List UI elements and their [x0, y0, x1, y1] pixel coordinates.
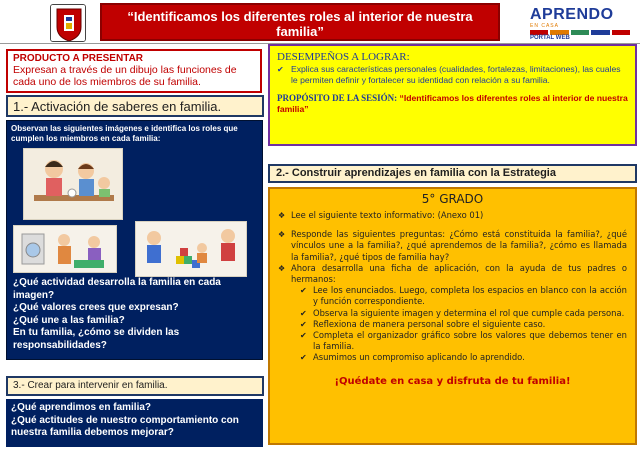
desempenos-box: [268, 44, 637, 146]
check-icon: ✔: [300, 286, 307, 296]
family-illustration-1: [23, 148, 123, 220]
section3-panel: [6, 399, 263, 447]
producto-title: PRODUCTO A PRESENTAR: [13, 53, 144, 64]
diamond-bullet-icon: ❖: [278, 211, 286, 220]
check-icon: ✔: [300, 331, 307, 341]
check-icon: ✔: [277, 65, 284, 74]
school-crest-icon: [50, 4, 86, 42]
section1-questions: [13, 277, 261, 352]
logo-main-text: APRENDO: [530, 6, 614, 23]
logo-web-text: PORTAL WEB: [530, 35, 570, 41]
aprendo-en-casa-logo: [530, 6, 630, 42]
proposito: [277, 93, 628, 115]
activity-item: ❖ Ahora desarrolla una ficha de aplicación, con la ayuda de tus padres o hermanos:: [278, 262, 627, 285]
activity-subitem: ✔ Asumimos un compromiso aplicando lo aprendido.: [300, 352, 525, 363]
question-item: ¿Qué actividad desarrolla la familia en cada imagen?: [13, 277, 221, 301]
section1-intro: Observan las siguientes imágenes e identifica los roles que cumplen los miembros en cada familia:: [11, 124, 238, 143]
proposito-text: “Identificamos los diferentes roles al interior de nuestra familia”: [277, 93, 628, 114]
question-item: ¿Qué une a las familia?: [13, 314, 125, 326]
section2-panel: [268, 187, 637, 445]
activity-subitem: ✔ Lee los enunciados. Luego, completa los espacios en blanco con la acción y función correspondiente.: [300, 285, 627, 307]
question-item: ¿Qué valores crees que expresan?: [13, 302, 179, 313]
family-illustration-2: [13, 225, 117, 273]
desempenos-title: DESEMPEÑOS A LOGRAR:: [277, 51, 410, 63]
grade-label: 5° GRADO: [421, 192, 484, 206]
diamond-bullet-icon: ❖: [278, 263, 286, 273]
question-item: ¿Qué aprendimos en familia?: [11, 402, 152, 413]
section3-heading: 3.- Crear para intervenir en familia.: [6, 376, 264, 396]
activity-item: ❖ Responde las siguientes preguntas: ¿Cómo está constituida la familia?, ¿qué vínculos une a la familia?, ¿qué aprendemos de la familia?, ¿cómo es llamada la familia?, ¿qué tipos de familia hay?: [278, 229, 627, 262]
check-icon: ✔: [300, 353, 307, 363]
activity-item: ❖ Lee el siguiente texto informativo: (Anexo 01): [278, 210, 484, 220]
family-illustration-3: [135, 221, 247, 277]
diamond-bullet-icon: ❖: [278, 230, 286, 240]
desempeno-text: Explica sus características personales (cualidades, fortalezas, limitaciones), las cuales le permiten definir y fortalecer su identidad con relación a su familia.: [291, 64, 621, 85]
desempeno-item: [277, 64, 628, 86]
section1-panel: [6, 120, 263, 360]
closing-message: ¡Quédate en casa y disfruta de tu familia!: [334, 375, 571, 387]
section2-heading: 2.- Construir aprendizajes en familia con la Estrategia: [268, 164, 637, 183]
activity-subitem: ✔ Observa la siguiente imagen y determina el rol que cumple cada persona.: [300, 307, 625, 318]
page-title: “Identificamos los diferentes roles al interior de nuestra familia”: [100, 3, 500, 41]
producto-box: [6, 49, 262, 93]
question-item: ¿Qué actitudes de nuestro comportamiento con nuestra familia debemos mejorar?: [11, 414, 239, 438]
producto-text: Expresan a través de un dibujo las funciones de cada uno de los miembros de su familia.: [13, 64, 237, 88]
section1-heading: 1.- Activación de saberes en familia.: [6, 95, 264, 117]
question-item: En tu familia, ¿cómo se dividen las responsabilidades?: [13, 327, 180, 351]
activity-subitem: ✔ Completa el organizador gráfico sobre los valores que debemos tener en la familia.: [300, 330, 627, 352]
check-icon: ✔: [300, 319, 307, 329]
activity-subitem: ✔ Reflexiona de manera personal sobre el siguiente caso.: [300, 318, 546, 329]
proposito-label: PROPÓSITO DE LA SESIÓN:: [277, 93, 398, 103]
logo-sub-text: EN CASA: [530, 23, 559, 29]
check-icon: ✔: [300, 308, 307, 318]
